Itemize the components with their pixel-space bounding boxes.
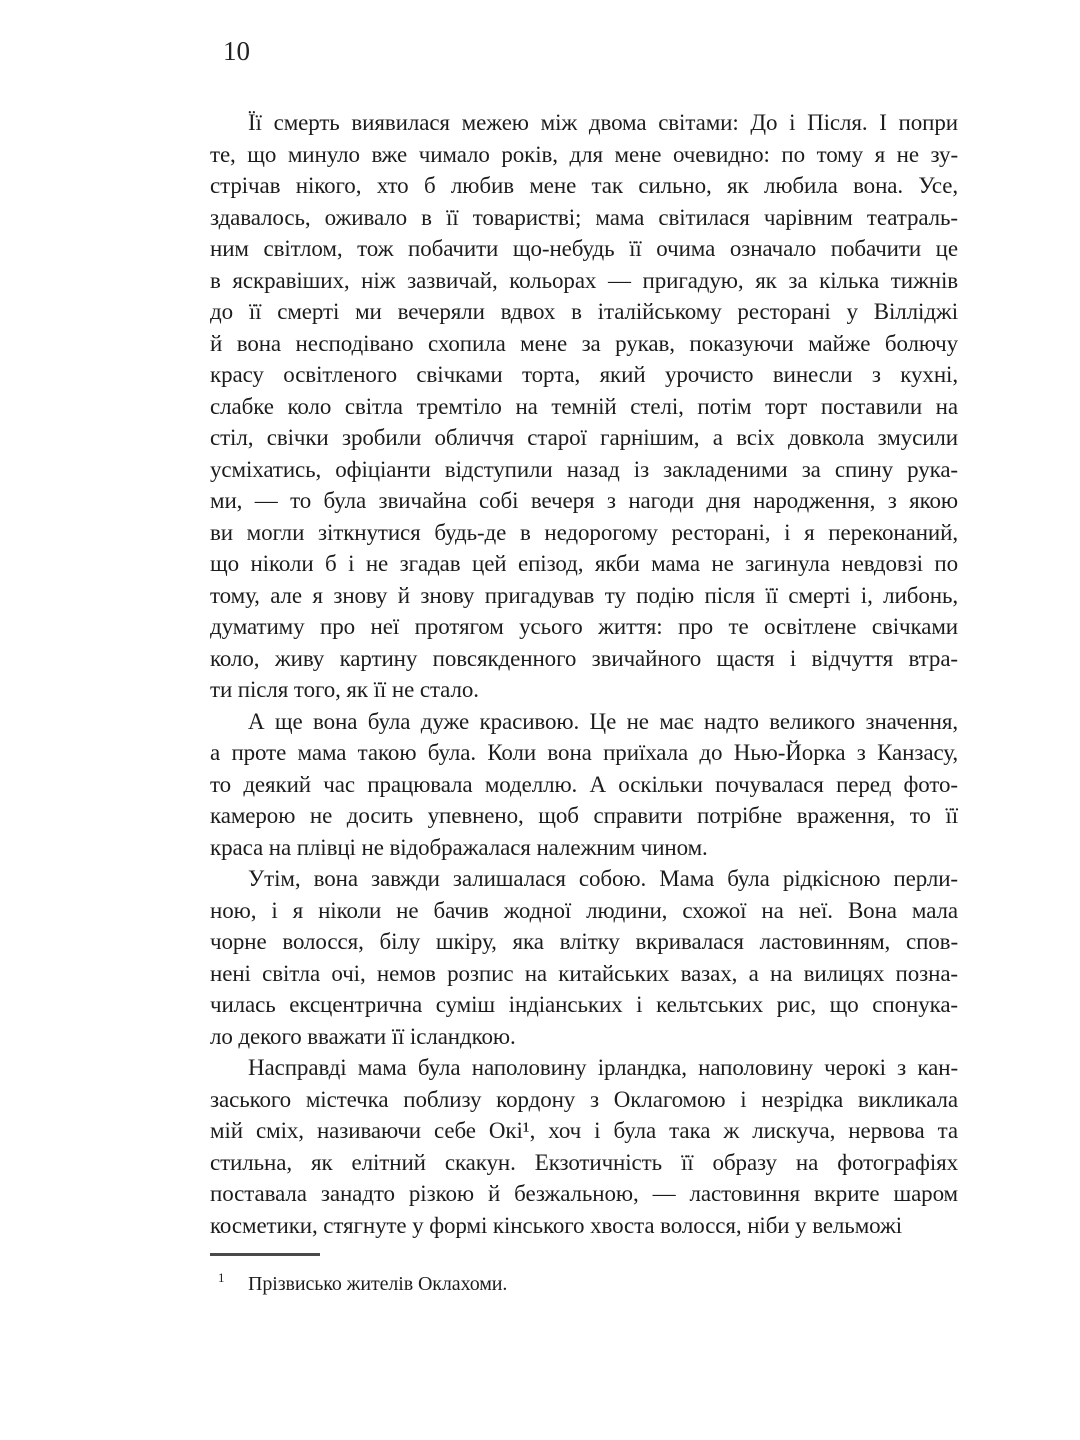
page-number: 10 [223, 36, 250, 66]
text-line: й вона несподівано схопила мене за рукав, показуючи майже болючу [210, 330, 958, 356]
text-line: ним світлом, тож побачити що-небудь її очима означало побачити це [210, 236, 958, 261]
text-line: чилась ексцентрична суміш індіанських і кельтських рис, що спонука- [210, 992, 958, 1017]
text-line: Утім, вона завжди залишалася собою. Мама була рідкісною перли- [248, 866, 958, 891]
text-line: заського містечка поблизу кордону з Оклагомою і незрідка викликала [210, 1086, 958, 1112]
text-line: краса на плівці не відображалася належним чином. [210, 834, 708, 860]
text-line: стіл, свічки зробили обличчя старої гарнішим, а всіх довкола змусили [210, 425, 958, 450]
text-line: ною, і я ніколи не бачив жодної людини, схожої на неї. Вона мала [210, 897, 958, 923]
text-line: косметики, стягнуте у формі кінського хвоста волосся, ніби у вельможі [210, 1212, 903, 1238]
text-line: те, що минуло вже чимало років, для мене очевидно: по тому я не зу- [210, 141, 958, 167]
text-line: слабке коло світла тремтіло на темній стелі, потім торт поставили на [210, 393, 958, 419]
text-line: ви могли зіткнутися будь-де в недорогому ресторані, і я переконаний, [210, 519, 958, 545]
footnote-divider [210, 1253, 320, 1256]
text-line: що ніколи б і не згадав цей епізод, якби мама не загинула невдовзі по [210, 551, 958, 576]
text-line: поставала занадто різкою й безжальною, — ластовиння вкрите шаром [210, 1181, 958, 1206]
footnote [210, 1265, 958, 1297]
text-line: чорне волосся, білу шкіру, яка влітку вкривалася ластовинням, спов- [210, 929, 958, 954]
text-line: нені світла очі, немов розпис на китайських вазах, а на вилицях позна- [210, 960, 958, 986]
text-line: коло, живу картину повсякденного звичайного щастя і відчуття втра- [210, 645, 958, 671]
text-line: А ще вона була дуже красивою. Це не має надто великого значення, [248, 708, 958, 734]
text-line: стрічав нікого, хто б любив мене так сильно, як любила вона. Усе, [210, 173, 958, 198]
text-line: ло декого вважати її ісландкою. [210, 1023, 516, 1049]
text-line: ми, — то була звичайна собі вечеря з нагоди дня народження, з якою [210, 488, 958, 513]
text-line: думатиму про неї протягом усього життя: про те освітлене свічками [210, 614, 958, 639]
text-line: а проте мама такою була. Коли вона приїхала до Нью-Йорка з Канзасу, [210, 740, 958, 765]
text-line: красу освітленого свічками торта, який урочисто винесли з кухні, [210, 362, 958, 387]
text-line: Насправді мама була наполовину ірландка, наполовину черокі з кан- [248, 1055, 958, 1080]
text-line: ти після того, як її не стало. [210, 677, 479, 702]
text-line: здавалось, оживало в її товаристві; мама світилася чарівним театраль- [210, 204, 958, 230]
text-block [210, 107, 958, 1297]
text-line: в яскравіших, ніж зазвичай, кольорах — пригадую, як за кілька тижнів [210, 267, 958, 293]
text-line: стильна, як елітний скакун. Екзотичність її образу на фотографіях [210, 1149, 958, 1175]
text-line: то деякий час працювала моделлю. А оскільки почувалася перед фото- [210, 771, 958, 797]
footnote-text: Прізвисько жителів Оклахоми. [248, 1273, 508, 1295]
text-line: тому, але я знову й знову пригадував ту подію після її смерті і, либонь, [210, 582, 958, 608]
text-line: Її смерть виявилася межею між двома світами: До і Після. І попри [248, 110, 958, 135]
text-line: усміхатись, офіціанти відступили назад із закладеними за спину рука- [210, 456, 958, 482]
text-line: камерою не досить упевнено, щоб справити потрібне враження, то її [210, 803, 958, 828]
text-line: мій сміх, називаючи себе Окі¹, хоч і була така ж лискуча, нервова та [210, 1118, 958, 1143]
footnote-marker: 1 [218, 1270, 225, 1285]
text-line: до її смерті ми вечеряли вдвох в італійському ресторані у Вілліджі [210, 299, 958, 324]
